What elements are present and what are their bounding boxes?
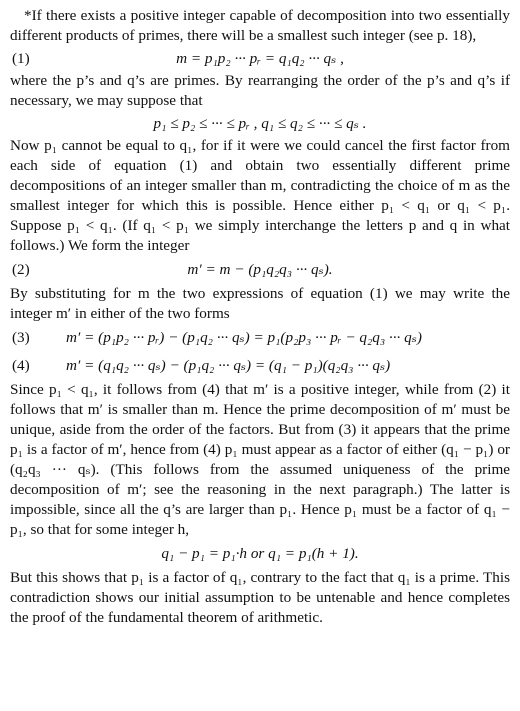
paragraph-uniqueness: Since p₁ < q₁, it follows from (4) that m′ is a positive integer, while from (2) it follows that m′ is smaller than m. Hence the prime decomposition of m′ must be unique, aside from the order of the factors. But from (3) it appears that the prime p₁ is a factor of m′, hence from (4) p₁ must appear as a factor of either (q₁ − p₁) or (q₂q₃ ··· qₛ). (This follows from the assumed uniqueness of the prime decomposition of m′; see the reasoning in the next paragraph.) The latter is impossible, since all the q’s are larger than p₁. Hence p₁ must be a factor of q₁ − p₁, so that for some integer h,: [10, 381, 510, 538]
equation-1: [10, 46, 510, 71]
equation-body: q₁ − p₁ = p₁·h or q₁ = p₁(h + 1).: [161, 545, 359, 562]
equation-body: m = p₁p₂ ··· pᵣ = q₁q₂ ··· qₛ ,: [176, 50, 344, 67]
paragraph-intro: *If there exists a positive integer capable of decomposition into two essentially different products of primes, there will be a smallest such integer (see p. 18),: [10, 7, 510, 44]
equation-body: p₁ ≤ p₂ ≤ ··· ≤ pᵣ , q₁ ≤ q₂ ≤ ··· ≤ qₛ .: [153, 115, 367, 132]
equation-3: [10, 324, 510, 352]
paragraph-conclusion: But this shows that p₁ is a factor of q₁, contrary to the fact that q₁ is a prime. This contradiction shows our initial assumption to be untenable and hence completes the proof of the fundamental theorem of arithmetic.: [10, 569, 510, 626]
equation-body: m′ = (q₁q₂ ··· qₛ) − (p₁q₂ ··· qₛ) = (q₁ − p₁)(q₂q₃ ··· qₛ): [66, 357, 391, 374]
equation-5: [10, 540, 510, 568]
equation-number: (3): [12, 329, 30, 346]
equation-body: m′ = m − (p₁q₂q₃ ··· qₛ).: [187, 261, 333, 278]
equation-4: [10, 352, 510, 380]
paragraph-primes: where the p’s and q’s are primes. By rearranging the order of the p’s and q’s if necessary, we may suppose that: [10, 72, 510, 109]
equation-number: (1): [12, 50, 30, 67]
equation-number: (2): [12, 261, 30, 278]
inequality-ordering: [10, 111, 510, 136]
equation-2: [10, 256, 510, 284]
equation-body: m′ = (p₁p₂ ··· pᵣ) − (p₁q₂ ··· qₛ) = p₁(p₂p₃ ··· pᵣ − q₂q₃ ··· qₛ): [66, 329, 422, 346]
paragraph-substitution: By substituting for m the two expressions of equation (1) we may write the integer m′ in either of the two forms: [10, 285, 510, 322]
paragraph-cancel-argument: Now p₁ cannot be equal to q₁, for if it were we could cancel the first factor from each side of equation (1) and obtain two essentially different prime decompositions of an integer smaller than m, contradicting the choice of m as the smallest integer for which this is possible. Hence either p₁ < q₁ or q₁ < p₁. Suppose p₁ < q₁. (If q₁ < p₁ we simply interchange the letters p and q in what follows.) We form the integer: [10, 137, 510, 254]
equation-number: (4): [12, 357, 30, 374]
